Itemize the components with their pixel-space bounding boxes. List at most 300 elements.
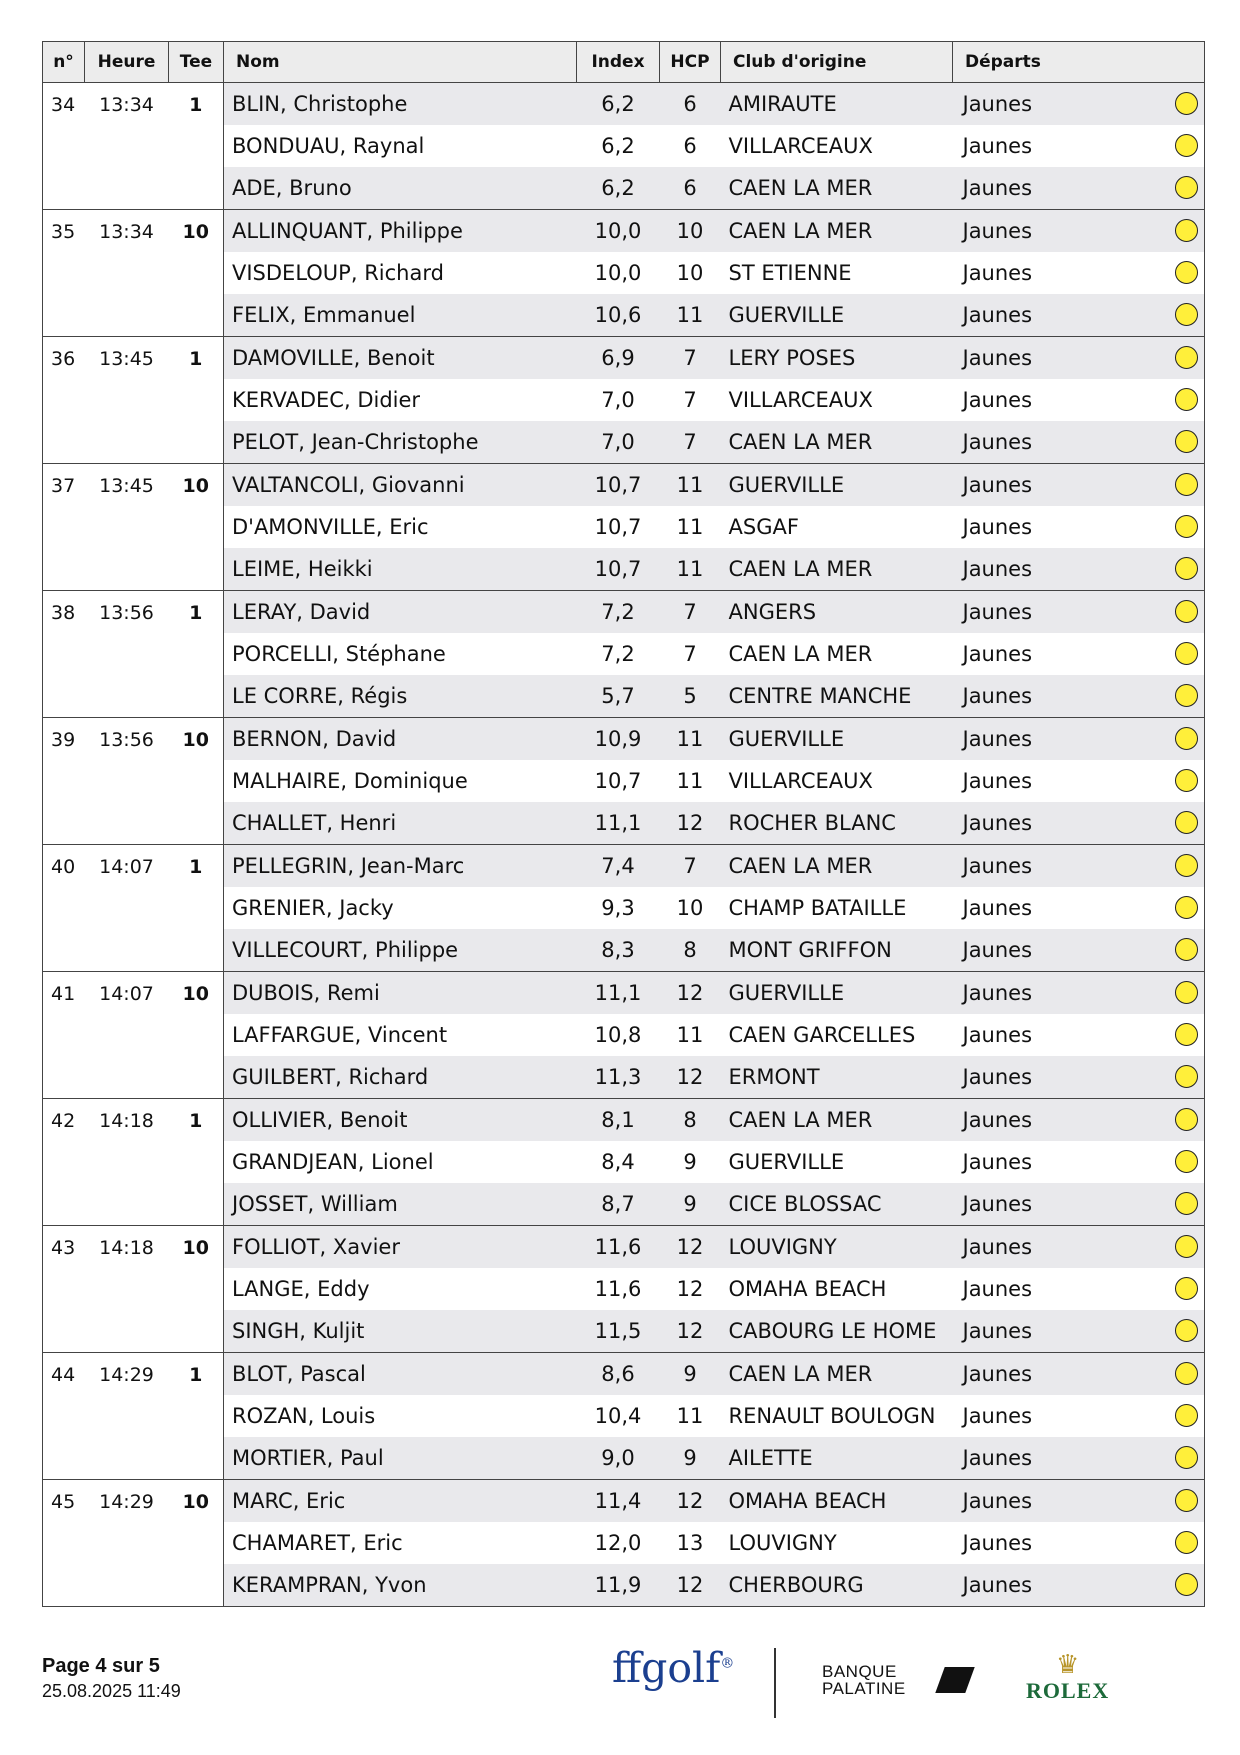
player-departs-label: Jaunes: [962, 1023, 1033, 1047]
player-row: [43, 210, 1205, 253]
group-number: 35: [43, 210, 85, 337]
player-name: LE CORRE, Régis: [224, 675, 577, 718]
player-departs: [953, 591, 1205, 634]
player-departs-label: Jaunes: [962, 1319, 1033, 1343]
yellow-tee-marker-icon: [1175, 92, 1198, 115]
player-hcp: 6: [660, 83, 721, 126]
player-hcp: 10: [660, 210, 721, 253]
group-number: 39: [43, 718, 85, 845]
group-time: 14:07: [85, 845, 169, 972]
yellow-tee-marker-icon: [1175, 811, 1198, 834]
player-index: 7,2: [577, 591, 660, 634]
player-departs: [953, 887, 1205, 929]
player-departs-label: Jaunes: [962, 1531, 1033, 1555]
group-tee: 10: [169, 972, 224, 1099]
player-name: SINGH, Kuljit: [224, 1310, 577, 1353]
palatine-emblem-icon: [935, 1667, 974, 1693]
player-index: 10,7: [594, 769, 642, 793]
player-index: 11,5: [577, 1310, 660, 1353]
group-tee: 10: [169, 1226, 224, 1353]
player-index: 8,4: [601, 1150, 635, 1174]
player-row: [43, 1353, 1205, 1396]
table-header-row: [43, 42, 1205, 83]
player-row: [43, 591, 1205, 634]
group-tee: 10: [169, 718, 224, 845]
player-departs-label: Jaunes: [962, 92, 1033, 116]
player-departs: [953, 421, 1205, 464]
player-index: 6,2: [577, 167, 660, 210]
yellow-tee-marker-icon: [1175, 1108, 1198, 1131]
player-index: 8,1: [577, 1099, 660, 1142]
page-number: Page 4 sur 5: [42, 1655, 160, 1677]
player-index: 10,9: [577, 718, 660, 761]
player-hcp: 12: [660, 972, 721, 1015]
col-header-heure: Heure: [85, 42, 169, 83]
group-time: 13:34: [85, 210, 169, 337]
player-index: 10,7: [577, 464, 660, 507]
group-number: 45: [43, 1480, 85, 1607]
player-hcp: 9: [683, 1150, 697, 1174]
player-index: 10,8: [594, 1023, 642, 1047]
player-hcp: 7: [660, 845, 721, 888]
player-departs-label: Jaunes: [962, 1277, 1033, 1301]
yellow-tee-marker-icon: [1175, 219, 1198, 242]
yellow-tee-marker-icon: [1175, 642, 1198, 665]
player-departs: [953, 464, 1205, 507]
player-departs: [953, 294, 1205, 337]
group-number: 43: [43, 1226, 85, 1353]
col-header-departs: Départs: [953, 42, 1205, 83]
group-time: 14:29: [85, 1480, 169, 1607]
yellow-tee-marker-icon: [1175, 854, 1198, 877]
player-departs-label: Jaunes: [962, 896, 1033, 920]
yellow-tee-marker-icon: [1175, 769, 1198, 792]
group-number: 41: [43, 972, 85, 1099]
player-departs-label: Jaunes: [962, 769, 1033, 793]
group-time: 13:45: [85, 337, 169, 464]
player-hcp: 12: [676, 1277, 704, 1301]
player-departs-label: Jaunes: [962, 981, 1033, 1005]
page-footer: [42, 1655, 181, 1702]
player-departs-label: Jaunes: [962, 388, 1033, 412]
player-club: CAEN LA MER: [721, 167, 953, 210]
player-name: VISDELOUP, Richard: [232, 261, 444, 285]
player-departs-label: Jaunes: [962, 219, 1033, 243]
yellow-tee-marker-icon: [1175, 1446, 1198, 1469]
yellow-tee-marker-icon: [1175, 684, 1198, 707]
group-tee: 1: [169, 1099, 224, 1226]
player-club: GUERVILLE: [721, 718, 953, 761]
player-club: LOUVIGNY: [721, 1226, 953, 1269]
col-header-club: Club d'origine: [721, 42, 953, 83]
group-tee: 1: [169, 1353, 224, 1480]
player-departs-label: Jaunes: [962, 1065, 1033, 1089]
player-departs-label: Jaunes: [962, 515, 1033, 539]
group-tee: 1: [169, 337, 224, 464]
player-row: [43, 845, 1205, 888]
player-row: [43, 718, 1205, 761]
player-departs-label: Jaunes: [962, 1150, 1033, 1174]
player-departs-label: Jaunes: [962, 1235, 1033, 1259]
player-name: DUBOIS, Remi: [224, 972, 577, 1015]
player-departs: [953, 718, 1205, 761]
player-name: PORCELLI, Stéphane: [232, 642, 446, 666]
player-departs-label: Jaunes: [962, 727, 1033, 751]
player-name: CHALLET, Henri: [224, 802, 577, 845]
player-hcp: 9: [660, 1437, 721, 1480]
player-club: AILETTE: [721, 1437, 953, 1480]
player-name: BERNON, David: [224, 718, 577, 761]
col-header-hcp: HCP: [660, 42, 721, 83]
yellow-tee-marker-icon: [1175, 1362, 1198, 1385]
player-hcp: 11: [660, 548, 721, 591]
player-departs: [953, 760, 1205, 802]
player-hcp: 12: [660, 1226, 721, 1269]
player-hcp: 9: [660, 1183, 721, 1226]
player-departs-label: Jaunes: [962, 938, 1033, 962]
player-name: GRENIER, Jacky: [232, 896, 394, 920]
yellow-tee-marker-icon: [1175, 1489, 1198, 1512]
player-hcp: 11: [660, 718, 721, 761]
yellow-tee-marker-icon: [1175, 981, 1198, 1004]
player-hcp: 11: [676, 1404, 704, 1428]
player-row: [43, 337, 1205, 380]
ffgolf-logo: [612, 1644, 734, 1692]
yellow-tee-marker-icon: [1175, 346, 1198, 369]
group-number: 34: [43, 83, 85, 210]
player-name: JOSSET, William: [224, 1183, 577, 1226]
player-name: BLOT, Pascal: [224, 1353, 577, 1396]
player-index: 9,3: [601, 896, 635, 920]
yellow-tee-marker-icon: [1175, 600, 1198, 623]
table-body: [43, 83, 1205, 1607]
player-club: LERY POSES: [721, 337, 953, 380]
player-name: VILLECOURT, Philippe: [224, 929, 577, 972]
player-row: [43, 464, 1205, 507]
group-tee: 10: [169, 464, 224, 591]
player-name: ROZAN, Louis: [232, 1404, 376, 1428]
yellow-tee-marker-icon: [1175, 1150, 1198, 1173]
player-club: VILLARCEAUX: [728, 388, 873, 412]
player-club: CAEN LA MER: [721, 548, 953, 591]
player-departs: [953, 1437, 1205, 1480]
banque-palatine-line2: PALATINE: [822, 1679, 906, 1698]
player-departs-label: Jaunes: [962, 176, 1033, 200]
player-index: 6,9: [577, 337, 660, 380]
player-departs: [953, 1014, 1205, 1056]
player-name: FOLLIOT, Xavier: [224, 1226, 577, 1269]
player-departs: [953, 167, 1205, 210]
player-club: LOUVIGNY: [728, 1531, 837, 1555]
player-departs: [953, 675, 1205, 718]
player-index: 8,6: [577, 1353, 660, 1396]
player-index: 10,0: [577, 210, 660, 253]
player-name: OLLIVIER, Benoit: [224, 1099, 577, 1142]
player-hcp: 12: [660, 1480, 721, 1523]
player-name: GUILBERT, Richard: [224, 1056, 577, 1099]
player-departs: [953, 1056, 1205, 1099]
player-name: FELIX, Emmanuel: [224, 294, 577, 337]
player-name: BONDUAU, Raynal: [232, 134, 425, 158]
player-name: MORTIER, Paul: [224, 1437, 577, 1480]
rolex-logo-text: ROLEX: [1026, 1678, 1110, 1703]
group-time: 13:56: [85, 591, 169, 718]
group-tee: 10: [169, 1480, 224, 1607]
player-index: 8,3: [577, 929, 660, 972]
banque-palatine-line1: BANQUE: [822, 1662, 897, 1681]
player-hcp: 6: [683, 134, 697, 158]
player-departs: [953, 506, 1205, 548]
player-club: OMAHA BEACH: [728, 1277, 887, 1301]
player-hcp: 11: [676, 769, 704, 793]
group-number: 38: [43, 591, 85, 718]
player-row: [43, 1226, 1205, 1269]
player-departs: [953, 1564, 1205, 1607]
player-departs: [953, 210, 1205, 253]
group-number: 44: [43, 1353, 85, 1480]
player-hcp: 11: [660, 464, 721, 507]
yellow-tee-marker-icon: [1175, 1404, 1198, 1427]
player-club: RENAULT BOULOGN: [728, 1404, 936, 1428]
group-tee: 1: [169, 83, 224, 210]
player-hcp: 10: [676, 261, 704, 285]
yellow-tee-marker-icon: [1175, 388, 1198, 411]
player-row: [43, 1099, 1205, 1142]
player-index: 12,0: [594, 1531, 642, 1555]
player-club: ST ETIENNE: [728, 261, 852, 285]
player-departs-label: Jaunes: [962, 430, 1033, 454]
yellow-tee-marker-icon: [1175, 1235, 1198, 1258]
crown-icon: ♛: [1055, 1650, 1080, 1679]
player-hcp: 7: [683, 642, 697, 666]
player-departs: [953, 633, 1205, 675]
player-index: 10,6: [577, 294, 660, 337]
player-hcp: 5: [660, 675, 721, 718]
player-departs: [953, 845, 1205, 888]
yellow-tee-marker-icon: [1175, 938, 1198, 961]
group-time: 14:07: [85, 972, 169, 1099]
player-row: [43, 1480, 1205, 1523]
group-time: 14:18: [85, 1226, 169, 1353]
player-departs: [953, 83, 1205, 126]
col-header-index: Index: [577, 42, 660, 83]
player-departs-label: Jaunes: [962, 557, 1033, 581]
player-name: VALTANCOLI, Giovanni: [224, 464, 577, 507]
player-club: GUERVILLE: [721, 464, 953, 507]
player-name: LAFFARGUE, Vincent: [232, 1023, 448, 1047]
player-name: MALHAIRE, Dominique: [232, 769, 468, 793]
player-name: LEIME, Heikki: [224, 548, 577, 591]
player-departs: [953, 1395, 1205, 1437]
yellow-tee-marker-icon: [1175, 1573, 1198, 1596]
group-tee: 10: [169, 210, 224, 337]
yellow-tee-marker-icon: [1175, 261, 1198, 284]
yellow-tee-marker-icon: [1175, 1023, 1198, 1046]
logo-divider: [774, 1648, 776, 1718]
player-index: 6,2: [577, 83, 660, 126]
yellow-tee-marker-icon: [1175, 473, 1198, 496]
player-name: KERAMPRAN, Yvon: [224, 1564, 577, 1607]
player-departs: [953, 379, 1205, 421]
player-name: LERAY, David: [224, 591, 577, 634]
player-index: 7,0: [577, 421, 660, 464]
col-header-nom: Nom: [224, 42, 577, 83]
player-departs-label: Jaunes: [962, 473, 1033, 497]
player-index: 10,4: [594, 1404, 642, 1428]
yellow-tee-marker-icon: [1175, 1531, 1198, 1554]
player-club: GUERVILLE: [721, 294, 953, 337]
player-index: 11,6: [577, 1226, 660, 1269]
group-time: 13:56: [85, 718, 169, 845]
player-club: ANGERS: [721, 591, 953, 634]
player-departs: [953, 1226, 1205, 1269]
player-club: ASGAF: [728, 515, 799, 539]
player-index: 10,7: [594, 515, 642, 539]
player-hcp: 12: [660, 1056, 721, 1099]
player-index: 10,0: [594, 261, 642, 285]
group-tee: 1: [169, 845, 224, 972]
yellow-tee-marker-icon: [1175, 896, 1198, 919]
player-club: ERMONT: [721, 1056, 953, 1099]
player-departs: [953, 548, 1205, 591]
player-departs: [953, 1141, 1205, 1183]
player-name: ADE, Bruno: [224, 167, 577, 210]
player-club: CAEN GARCELLES: [728, 1023, 916, 1047]
player-club: OMAHA BEACH: [721, 1480, 953, 1523]
yellow-tee-marker-icon: [1175, 1065, 1198, 1088]
player-index: 11,3: [577, 1056, 660, 1099]
player-index: 8,7: [577, 1183, 660, 1226]
player-departs-label: Jaunes: [962, 684, 1033, 708]
group-number: 36: [43, 337, 85, 464]
player-departs: [953, 802, 1205, 845]
group-number: 40: [43, 845, 85, 972]
player-name: BLIN, Christophe: [224, 83, 577, 126]
player-departs-label: Jaunes: [962, 303, 1033, 327]
player-hcp: 8: [660, 929, 721, 972]
player-departs: [953, 1268, 1205, 1310]
player-hcp: 12: [660, 1564, 721, 1607]
ffgolf-logo-text: ffgolf: [612, 1644, 721, 1692]
col-header-tee: Tee: [169, 42, 224, 83]
yellow-tee-marker-icon: [1175, 1277, 1198, 1300]
player-index: 9,0: [577, 1437, 660, 1480]
player-club: CHERBOURG: [721, 1564, 953, 1607]
player-hcp: 11: [676, 1023, 704, 1047]
player-name: PELLEGRIN, Jean-Marc: [224, 845, 577, 888]
player-index: 7,2: [601, 642, 635, 666]
player-departs-label: Jaunes: [962, 1446, 1033, 1470]
yellow-tee-marker-icon: [1175, 430, 1198, 453]
player-departs: [953, 1522, 1205, 1564]
player-hcp: 7: [683, 388, 697, 412]
player-departs-label: Jaunes: [962, 346, 1033, 370]
group-number: 42: [43, 1099, 85, 1226]
player-hcp: 10: [676, 896, 704, 920]
player-departs-label: Jaunes: [962, 1489, 1033, 1513]
player-index: 5,7: [577, 675, 660, 718]
yellow-tee-marker-icon: [1175, 515, 1198, 538]
player-name: DAMOVILLE, Benoit: [224, 337, 577, 380]
group-time: 13:34: [85, 83, 169, 210]
player-club: CAEN LA MER: [721, 1099, 953, 1142]
player-departs: [953, 1353, 1205, 1396]
player-departs-label: Jaunes: [962, 642, 1033, 666]
yellow-tee-marker-icon: [1175, 303, 1198, 326]
player-hcp: 9: [660, 1353, 721, 1396]
player-club: CENTRE MANCHE: [721, 675, 953, 718]
player-index: 11,9: [577, 1564, 660, 1607]
player-name: D'AMONVILLE, Eric: [232, 515, 429, 539]
player-departs: [953, 1099, 1205, 1142]
player-departs: [953, 1480, 1205, 1523]
yellow-tee-marker-icon: [1175, 1192, 1198, 1215]
start-list-sheet: [42, 41, 1204, 1607]
group-time: 14:29: [85, 1353, 169, 1480]
player-club: VILLARCEAUX: [728, 769, 873, 793]
player-index: 11,1: [577, 972, 660, 1015]
player-club: AMIRAUTE: [721, 83, 953, 126]
player-hcp: 7: [660, 591, 721, 634]
player-departs-label: Jaunes: [962, 854, 1033, 878]
yellow-tee-marker-icon: [1175, 557, 1198, 580]
player-departs-label: Jaunes: [962, 1404, 1033, 1428]
player-index: 7,4: [577, 845, 660, 888]
player-hcp: 11: [676, 515, 704, 539]
player-club: CICE BLOSSAC: [721, 1183, 953, 1226]
player-index: 11,4: [577, 1480, 660, 1523]
banque-palatine-logo: [822, 1663, 906, 1697]
player-name: MARC, Eric: [224, 1480, 577, 1523]
player-name: KERVADEC, Didier: [232, 388, 421, 412]
player-club: CAEN LA MER: [721, 845, 953, 888]
player-index: 7,0: [601, 388, 635, 412]
player-departs: [953, 1183, 1205, 1226]
player-name: CHAMARET, Eric: [232, 1531, 403, 1555]
player-departs-label: Jaunes: [962, 811, 1033, 835]
player-hcp: 7: [660, 421, 721, 464]
yellow-tee-marker-icon: [1175, 134, 1198, 157]
player-departs: [953, 252, 1205, 294]
player-club: MONT GRIFFON: [721, 929, 953, 972]
player-name: PELOT, Jean-Christophe: [224, 421, 577, 464]
player-departs-label: Jaunes: [962, 261, 1033, 285]
player-departs-label: Jaunes: [962, 600, 1033, 624]
player-index: 6,2: [601, 134, 635, 158]
ffgolf-logo-mark: ®: [720, 1655, 735, 1672]
player-name: GRANDJEAN, Lionel: [232, 1150, 434, 1174]
player-name: LANGE, Eddy: [232, 1277, 370, 1301]
player-hcp: 6: [660, 167, 721, 210]
player-club: VILLARCEAUX: [728, 134, 873, 158]
group-time: 14:18: [85, 1099, 169, 1226]
player-club: CHAMP BATAILLE: [728, 896, 907, 920]
player-club: CAEN LA MER: [721, 210, 953, 253]
player-departs-label: Jaunes: [962, 134, 1033, 158]
print-timestamp: 25.08.2025 11:49: [42, 1681, 181, 1701]
player-club: CAEN LA MER: [728, 642, 873, 666]
player-departs-label: Jaunes: [962, 1362, 1033, 1386]
player-row: [43, 83, 1205, 126]
player-hcp: 12: [660, 802, 721, 845]
player-departs: [953, 1310, 1205, 1353]
yellow-tee-marker-icon: [1175, 727, 1198, 750]
player-hcp: 13: [676, 1531, 704, 1555]
player-departs-label: Jaunes: [962, 1108, 1033, 1132]
player-club: GUERVILLE: [728, 1150, 845, 1174]
player-club: CABOURG LE HOME: [721, 1310, 953, 1353]
rolex-logo: [1026, 1652, 1109, 1704]
